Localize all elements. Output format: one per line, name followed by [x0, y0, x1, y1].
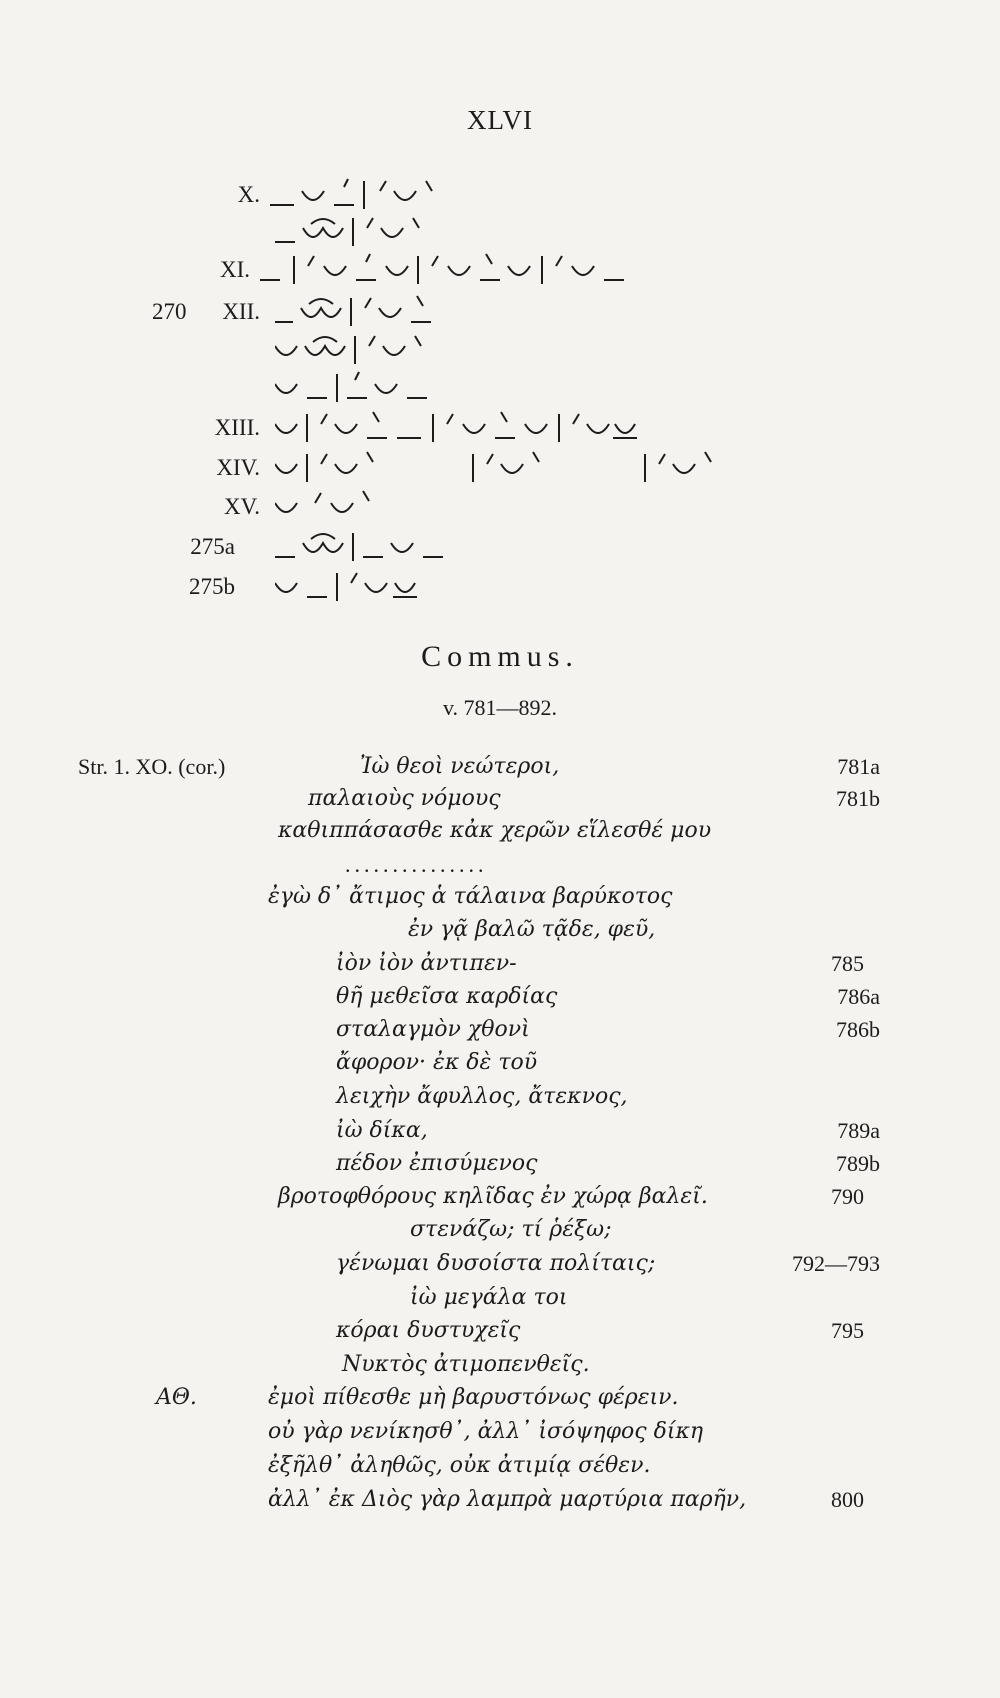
verse-line: ἰὼ δίκα,	[336, 1118, 428, 1143]
verse-line: πέδον ἐπισύμενος	[336, 1151, 538, 1176]
verse-line: ἰὼ μεγάλα τοι	[410, 1285, 568, 1310]
line-number: 781b	[836, 786, 880, 811]
metric-lineno: 270	[152, 299, 187, 324]
verse-line: ἀλλ᾽ ἐκ Διὸς γὰρ λαμπρὰ μαρτύρια παρῆν,	[268, 1487, 747, 1512]
metric-symbols	[275, 408, 795, 448]
line-number: 786a	[837, 984, 880, 1009]
metric-label: XIV.	[216, 455, 260, 480]
metric-symbols	[275, 487, 535, 527]
line-number: 786b	[836, 1017, 880, 1042]
page-number: XLVI	[466, 105, 533, 135]
line-number: 790	[831, 1184, 864, 1209]
metric-label: X.	[237, 182, 260, 207]
line-number: 795	[831, 1318, 864, 1343]
metric-label: XIII.	[214, 415, 260, 440]
metric-symbols	[275, 212, 535, 252]
verse-line: σταλαγμὸν χθονὶ	[336, 1017, 530, 1042]
verse-line: λειχὴν ἄφυλλος, ἄτεκνος,	[336, 1084, 628, 1109]
verse-line: γένωμαι δυσοίστα πολίταις;	[336, 1251, 656, 1276]
metric-symbols	[275, 567, 535, 607]
verse-line: ἐξῆλθ᾽ ἀληθῶς, οὐκ ἀτιμίᾳ σέθεν.	[268, 1453, 651, 1478]
metric-label: 275a	[190, 534, 235, 559]
verse-line: ἐμοὶ πίθεσθε μὴ βαρυστόνως φέρειν.	[268, 1385, 679, 1410]
verse-line: βροτοφθόρους κηλῖδας ἐν χώρᾳ βαλεῖ.	[278, 1184, 708, 1209]
metric-symbols	[275, 292, 535, 332]
speaker-label: Str. 1. XO. (cor.)	[78, 754, 226, 779]
line-number: 789b	[836, 1151, 880, 1176]
verse-line: θῆ μεθεῖσα καρδίας	[336, 984, 558, 1009]
omission-dots: ...............	[345, 852, 488, 877]
metric-symbols	[275, 527, 535, 567]
line-number: 792—793	[792, 1251, 880, 1276]
metric-symbols	[260, 250, 780, 290]
line-number: 800	[831, 1487, 864, 1512]
metric-label: XII.	[222, 299, 260, 324]
speaker-label: ΑΘ.	[156, 1385, 197, 1410]
verse-line: ἰὸν ἰὸν ἀντιπεν-	[336, 951, 517, 976]
line-number: 789a	[837, 1118, 880, 1143]
section-title: Commus.	[421, 640, 579, 673]
verse-line: στενάζω; τί ῥέξω;	[410, 1217, 612, 1242]
metric-label: XI.	[219, 257, 250, 282]
metric-symbols	[275, 368, 535, 408]
metric-label: 275b	[189, 574, 235, 599]
line-number: 781a	[837, 754, 880, 779]
verse-line: Νυκτὸς ἀτιμοπενθεῖς.	[342, 1352, 590, 1377]
verse-line: Ἰὼ θεοὶ νεώτεροι,	[360, 754, 560, 779]
metric-symbols	[270, 175, 530, 215]
section-range: v. 781—892.	[442, 695, 558, 720]
verse-line: καθιππάσασθε κἀκ χερῶν εἵλεσθέ μου	[278, 818, 712, 843]
metric-label: XV.	[223, 494, 260, 519]
verse-line: οὐ γὰρ νενίκησθ᾽, ἀλλ᾽ ἰσόψηφος δίκη	[268, 1419, 704, 1444]
verse-line: ἄφορον· ἐκ δὲ τοῦ	[336, 1050, 538, 1075]
verse-line: παλαιοὺς νόμους	[308, 786, 501, 811]
metric-symbols	[275, 330, 535, 370]
line-number: 785	[831, 951, 864, 976]
verse-line: ἐγὼ δ᾽ ἄτιμος ἁ τάλαινα βαρύκοτος	[268, 884, 673, 909]
verse-line: κόραι δυστυχεῖς	[336, 1318, 521, 1343]
metric-symbols	[275, 448, 835, 488]
verse-line: ἐν γᾷ βαλῶ τᾷδε, φεῦ,	[408, 917, 656, 942]
